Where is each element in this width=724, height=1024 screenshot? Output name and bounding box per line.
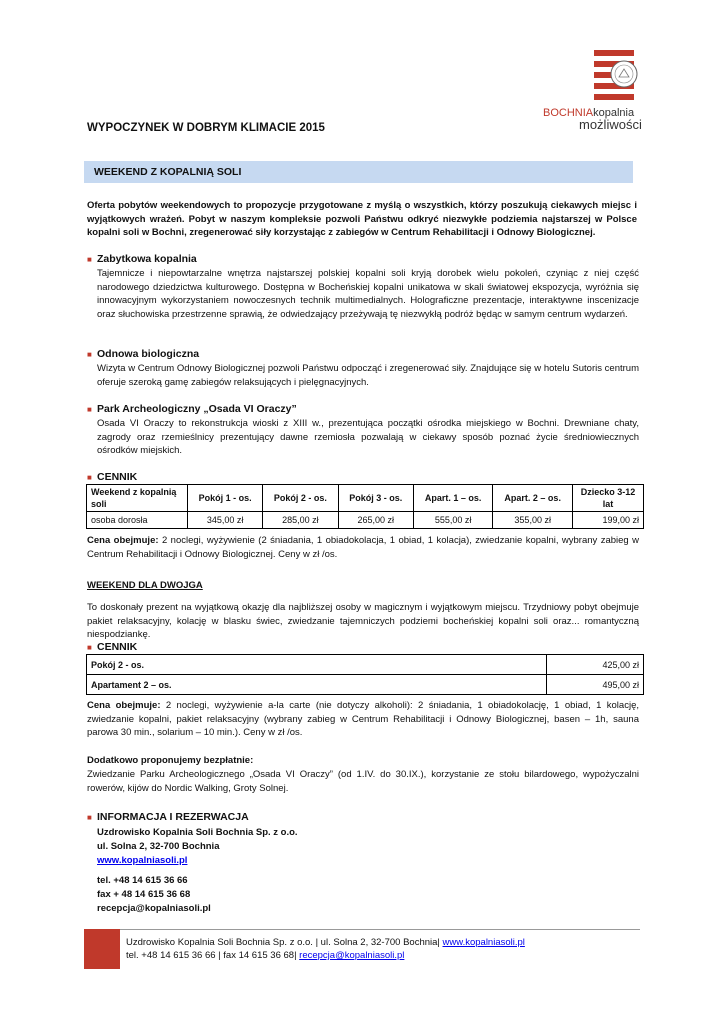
info-tel: tel. +48 14 615 36 66: [97, 875, 188, 886]
bullet-icon: ■: [87, 813, 92, 822]
info-company: Uzdrowisko Kopalnia Soli Bochnia Sp. z o.o.: [97, 827, 298, 838]
table-header-cell: Dziecko 3-12 lat: [573, 485, 644, 512]
table-header-cell: Apart. 2 – os.: [493, 485, 573, 512]
section-head-park: ■ Park Archeologiczny „Osada VI Oraczy”: [87, 403, 297, 415]
bullet-icon: ■: [87, 350, 92, 359]
note-dwoje: Cena obejmuje: 2 noclegi, wyżywienie a-la carte (nie dotyczy alkoholi): 2 śniadania, 1 obiadokolację, 1 obiad, 1 kolację, zwiedzanie kopalni, pakiet relaksacyjny (wybrany zabieg w Centrum Rehabilitacji i Odnowy Biologicznej, basen – 1h, sauna parowa 30 min., solarium – 10 min.). Ceny w zł /os.: [87, 700, 639, 738]
footer-divider: [120, 929, 640, 930]
info-block: [97, 826, 298, 916]
page-title: WYPOCZYNEK W DOBRYM KLIMACIE 2015: [87, 122, 325, 134]
table-row: [87, 675, 644, 695]
table-cell: 355,00 zł: [493, 512, 573, 529]
bullet-icon: ■: [87, 473, 92, 482]
section-text-kopalnia: Tajemnicze i niepowtarzalne wnętrza najstarszej polskiej kopalni soli kryją dorobek wielu pokoleń, czyniąc z niej część narodowego dziedzictwa kulturowego. Dostępna w Bocheńskiej kopalni unikatowa w skali światowej ekspozycja, wyróżnia się innowacyjnym wykorzystaniem nowoczesnych technik multimedialnych. Holograficzne prezentacje, interaktywne inscenizacje oraz słuchowiska przestrzenne sprawią, że odwiedzający przeżywają tę niezwykłą podróż będąc w samym centrum wydarzeń.: [97, 268, 639, 320]
footer-address: Uzdrowisko Kopalnia Soli Bochnia Sp. z o.o. | ul. Solna 2, 32-700 Bochnia|: [126, 937, 443, 948]
extra-heading: Dodatkowo proponujemy bezpłatnie:: [87, 755, 254, 766]
intro-paragraph: Oferta pobytów weekendowych to propozycje przygotowane z myślą o wszystkich, którzy poszukują ciekawych miejsc i wyjątkowych wrażeń. Pobyt w naszym kompleksie pozwoli Państwu odkryć niezwykłe podziemia najstarszej w Polsce kopalni soli w Bochni, zregenerować siły korzystając z zabiegów w Centrum Rehabilitacji i Odnowy Biologicznej.: [87, 200, 637, 238]
note-weekend: Cena obejmuje: 2 noclegi, wyżywienie (2 śniadania, 1 obiadokolacja, 1 obiad, 1 kolacja), zwiedzanie kopalni, wybrany zabieg w Centrum Rehabilitacji i Odnowy Biologicznej. Ceny w zł /os.: [87, 535, 639, 560]
weekend2-text: To doskonały prezent na wyjątkową okazję dla najbliższej osoby w magicznym i wyjątkowym miejscu. Trzydniowy pobyt obejmuje pakiet relaksacyjny, kolację w blasku świec, zwiedzanie tajemniczych podziemi bocheńskiej kopalni soli oraz... romantyczną niespodziankę.: [87, 602, 639, 640]
table-cell: Apartament 2 – os.: [87, 675, 547, 695]
table-cell: 265,00 zł: [338, 512, 413, 529]
section-text-park: Osada VI Oraczy to rekonstrukcja wioski z XIII w., prezentująca początki ośrodka miejskiego w Bochni. Drewniane chaty, zagrody oraz rzemieślnicy prezentujący dawne rzemiosła pozwalają w ciekawy sposób poznać życie średniowiecznych ośrodków miejskich.: [97, 418, 639, 456]
table-cell: 425,00 zł: [547, 655, 644, 675]
table-cell: osoba dorosła: [87, 512, 188, 529]
info-fax: fax + 48 14 615 36 68: [97, 889, 191, 900]
table-cell: 345,00 zł: [188, 512, 263, 529]
section-head-odnowa: ■ Odnowa biologiczna: [87, 348, 200, 360]
section-banner: [84, 161, 633, 183]
info-heading: ■ INFORMACJA I REZERWACJA: [87, 811, 249, 823]
section-head-kopalnia: ■ Zabytkowa kopalnia: [87, 253, 197, 265]
banner-text: WEEKEND Z KOPALNIĄ SOLI: [94, 166, 242, 178]
table-row: [87, 655, 644, 675]
footer: [126, 936, 525, 962]
logo-graphic: [594, 50, 638, 102]
table-header-cell: Weekend z kopalnią soli: [87, 485, 188, 512]
table-cell: Pokój 2 - os.: [87, 655, 547, 675]
footer-www-link[interactable]: www.kopalniasoli.pl: [442, 937, 525, 948]
logo-tagline: możliwości: [579, 117, 642, 132]
table-header-cell: Pokój 3 - os.: [338, 485, 413, 512]
table-header-row: [87, 485, 644, 512]
footer-phones: tel. +48 14 615 36 66 | fax 14 615 36 68|: [126, 950, 300, 961]
extra-text: Zwiedzanie Parku Archeologicznego „Osada VI Oraczy” (od 1.IV. do 30.IX.), korzystanie ze stołu bilardowego, wypożyczalni rowerów, kijów do Nordic Walking, Groty Solnej.: [87, 769, 639, 794]
table-cell: 495,00 zł: [547, 675, 644, 695]
weekend2-heading: WEEKEND DLA DWOJGA: [87, 580, 203, 591]
bullet-icon: ■: [87, 405, 92, 414]
table-row: [87, 512, 644, 529]
info-www-link[interactable]: www.kopalniasoli.pl: [97, 855, 188, 866]
logo-brand: BOCHNIAkopalnia: [543, 107, 635, 119]
info-address: ul. Solna 2, 32-700 Bochnia: [97, 841, 220, 852]
table-header-cell: Pokój 2 - os.: [263, 485, 338, 512]
table-cell: 285,00 zł: [263, 512, 338, 529]
price-table-dwoje: [86, 654, 644, 695]
bullet-icon: ■: [87, 643, 92, 652]
table-header-cell: Pokój 1 - os.: [188, 485, 263, 512]
price-table-weekend: [86, 484, 644, 529]
table-header-cell: Apart. 1 – os.: [413, 485, 493, 512]
info-email: recepcja@kopalniasoli.pl: [97, 903, 211, 914]
footer-email-link[interactable]: recepcja@kopalniasoli.pl: [299, 950, 405, 961]
table-cell: 199,00 zł: [573, 512, 644, 529]
bullet-icon: ■: [87, 255, 92, 264]
footer-accent-bar: [84, 929, 120, 969]
cennik2-label: ■ CENNIK: [87, 641, 138, 653]
cennik-label: ■ CENNIK: [87, 471, 138, 483]
section-text-odnowa: Wizyta w Centrum Odnowy Biologicznej pozwoli Państwu odpocząć i zregenerować siły. Znajdujące się w hotelu Sutoris centrum oferuje szeroką gamę zabiegów relaksujących i pielęgnacyjnych.: [97, 363, 639, 388]
table-cell: 555,00 zł: [413, 512, 493, 529]
